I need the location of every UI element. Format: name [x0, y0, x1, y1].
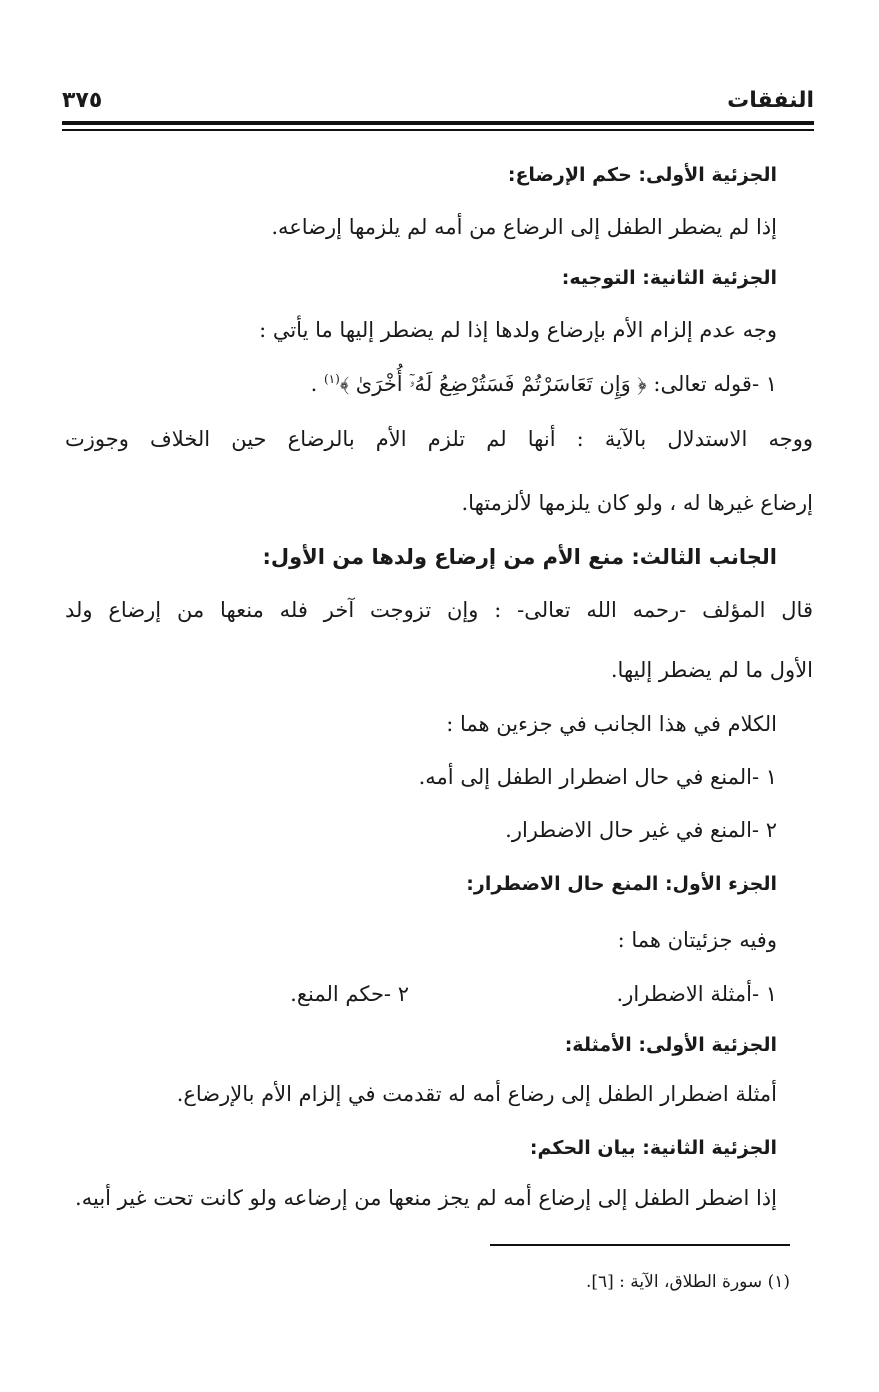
- header-rule-thin: [62, 129, 814, 131]
- list-item: ١ -أمثلة الاضطرار.: [616, 982, 777, 1006]
- paragraph-line: قال المؤلف -رحمه الله تعالى- : وإن تزوجت آخر فله منعها من إرضاع ولد: [65, 598, 813, 622]
- paragraph-line: إرضاع غيرها له ، ولو كان يلزمها لألزمتها.: [461, 491, 813, 515]
- footnote-marker: (١): [323, 372, 340, 386]
- quran-verse-text: ١ -قوله تعالى: ﴿ وَإِن تَعَاسَرْتُمْ فَسَتُرْضِعُ لَهُۥٓ أُخْرَىٰ ﴾: [339, 372, 777, 396]
- page-number: ٣٧٥: [62, 88, 103, 113]
- subheading-second-part: الجزئية الثانية: التوجيه:: [561, 267, 777, 289]
- verse-terminator: .: [310, 372, 324, 396]
- paragraph-line: إذا لم يضطر الطفل إلى الرضاع من أمه لم يلزمها إرضاعه.: [271, 215, 777, 239]
- subheading-first-section: الجزء الأول: المنع حال الاضطرار:: [466, 873, 777, 895]
- subheading-examples: الجزئية الأولى: الأمثلة:: [564, 1034, 777, 1056]
- subheading-ruling: الجزئية الثانية: بيان الحكم:: [529, 1137, 777, 1159]
- paragraph-line: الكلام في هذا الجانب في جزءين هما :: [446, 712, 777, 736]
- footnote-separator: [490, 1244, 790, 1246]
- list-item: ٢ -المنع في غير حال الاضطرار.: [505, 818, 777, 842]
- paragraph-line: الأول ما لم يضطر إليها.: [610, 658, 813, 682]
- section-heading-third-aspect: الجانب الثالث: منع الأم من إرضاع ولدها من الأول:: [262, 545, 777, 569]
- quran-verse-line: [311, 373, 777, 395]
- paragraph-line: ووجه الاستدلال بالآية : أنها لم تلزم الأم بالرضاع حين الخلاف وجوزت: [65, 427, 813, 451]
- paragraph-line: إذا اضطر الطفل إلى إرضاع أمه لم يجز منعها من إرضاعه ولو كانت تحت غير أبيه.: [75, 1186, 777, 1210]
- footnote: (١) سورة الطلاق، الآية : [٦].: [585, 1272, 790, 1292]
- paragraph-line: وجه عدم إلزام الأم بإرضاع ولدها إذا لم يضطر إليها ما يأتي :: [259, 318, 777, 342]
- header-rule-thick: [62, 121, 814, 125]
- paragraph-line: وفيه جزئيتان هما :: [617, 928, 777, 952]
- paragraph-line: أمثلة اضطرار الطفل إلى رضاع أمه له تقدمت في إلزام الأم بالإرضاع.: [176, 1082, 777, 1106]
- running-head-title: النفقات: [727, 88, 814, 113]
- page-header: [62, 88, 814, 124]
- list-item: ٢ -حكم المنع.: [290, 982, 409, 1006]
- subheading-first-part: الجزئية الأولى: حكم الإرضاع:: [507, 164, 777, 186]
- list-item: ١ -المنع في حال اضطرار الطفل إلى أمه.: [418, 765, 777, 789]
